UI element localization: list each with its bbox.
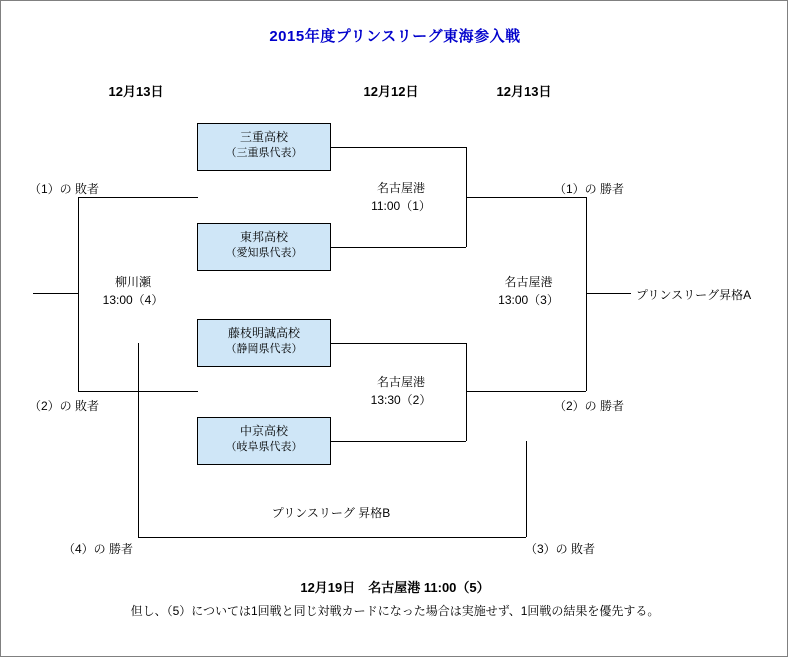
line-m4-out — [33, 293, 78, 294]
date-header-left: 12月13日 — [108, 84, 164, 99]
winner-1-label: （1）の 勝者 — [554, 182, 625, 196]
team-box-mie — [197, 123, 331, 171]
line-m1-winner — [466, 197, 586, 198]
line-b-right-vertical — [526, 441, 527, 537]
match-venue: 名古屋港 — [376, 181, 425, 195]
winner-4-label: （4）の 勝者 — [63, 542, 134, 556]
team-box-toho — [197, 223, 331, 271]
team-sub: （愛知県代表） — [225, 247, 303, 260]
line-fujieda-to-m2 — [331, 343, 466, 344]
match-4-info — [78, 273, 188, 309]
line-mie-to-m1 — [331, 147, 466, 148]
match-time: 13:30（2） — [370, 393, 432, 407]
line-m3-vertical — [586, 197, 587, 391]
loser-2-label: （2）の 敗者 — [29, 399, 100, 413]
team-name: 東邦高校 — [239, 230, 288, 244]
match-1-info — [336, 179, 466, 215]
footer-note-line: 但し、（5）については1回戦と同じ対戦カードになった場合は実施せず、1回戦の結果を優先する。 — [130, 604, 660, 618]
team-sub: （三重県代表） — [225, 147, 303, 160]
line-m3-to-promote-a — [586, 293, 631, 294]
match-3-info — [471, 273, 586, 309]
loser-1-label: （1）の 敗者 — [29, 182, 100, 196]
team-name: 藤枝明誠高校 — [227, 326, 300, 340]
team-name: 中京高校 — [239, 424, 288, 438]
line-m2-vertical — [466, 343, 467, 441]
match-time: 13:00（3） — [498, 293, 559, 307]
match-venue: 柳川瀬 — [114, 275, 151, 289]
team-name: 三重高校 — [239, 130, 288, 144]
line-m1-loser — [78, 197, 198, 198]
team-box-fujieda — [197, 319, 331, 367]
match-venue: 名古屋港 — [376, 375, 425, 389]
match-time: 13:00（4） — [102, 293, 164, 307]
team-box-chukyo — [197, 417, 331, 465]
line-b-horizontal — [138, 537, 526, 538]
line-b-left-vertical — [138, 343, 139, 537]
date-header-right: 12月13日 — [496, 84, 552, 99]
footer-date-line: 12月19日 名古屋港 11:00（5） — [300, 580, 490, 595]
line-chukyo-to-m2 — [331, 441, 466, 442]
promote-b-label: プリンスリーグ 昇格B — [271, 506, 391, 520]
line-m2-winner — [466, 391, 586, 392]
date-header-center: 12月12日 — [363, 84, 419, 99]
page-title: 2015年度プリンスリーグ東海参入戦 — [269, 28, 521, 45]
match-2-info — [336, 373, 466, 409]
loser-3-label: （3）の 敗者 — [525, 542, 596, 556]
match-time: 11:00（1） — [371, 199, 431, 213]
team-sub: （岐阜県代表） — [225, 441, 303, 454]
team-sub: （静岡県代表） — [225, 343, 303, 356]
winner-2-label: （2）の 勝者 — [554, 399, 625, 413]
match-venue: 名古屋港 — [504, 275, 553, 289]
line-toho-to-m1 — [331, 247, 466, 248]
promote-a-label: プリンスリーグ昇格A — [636, 288, 752, 302]
